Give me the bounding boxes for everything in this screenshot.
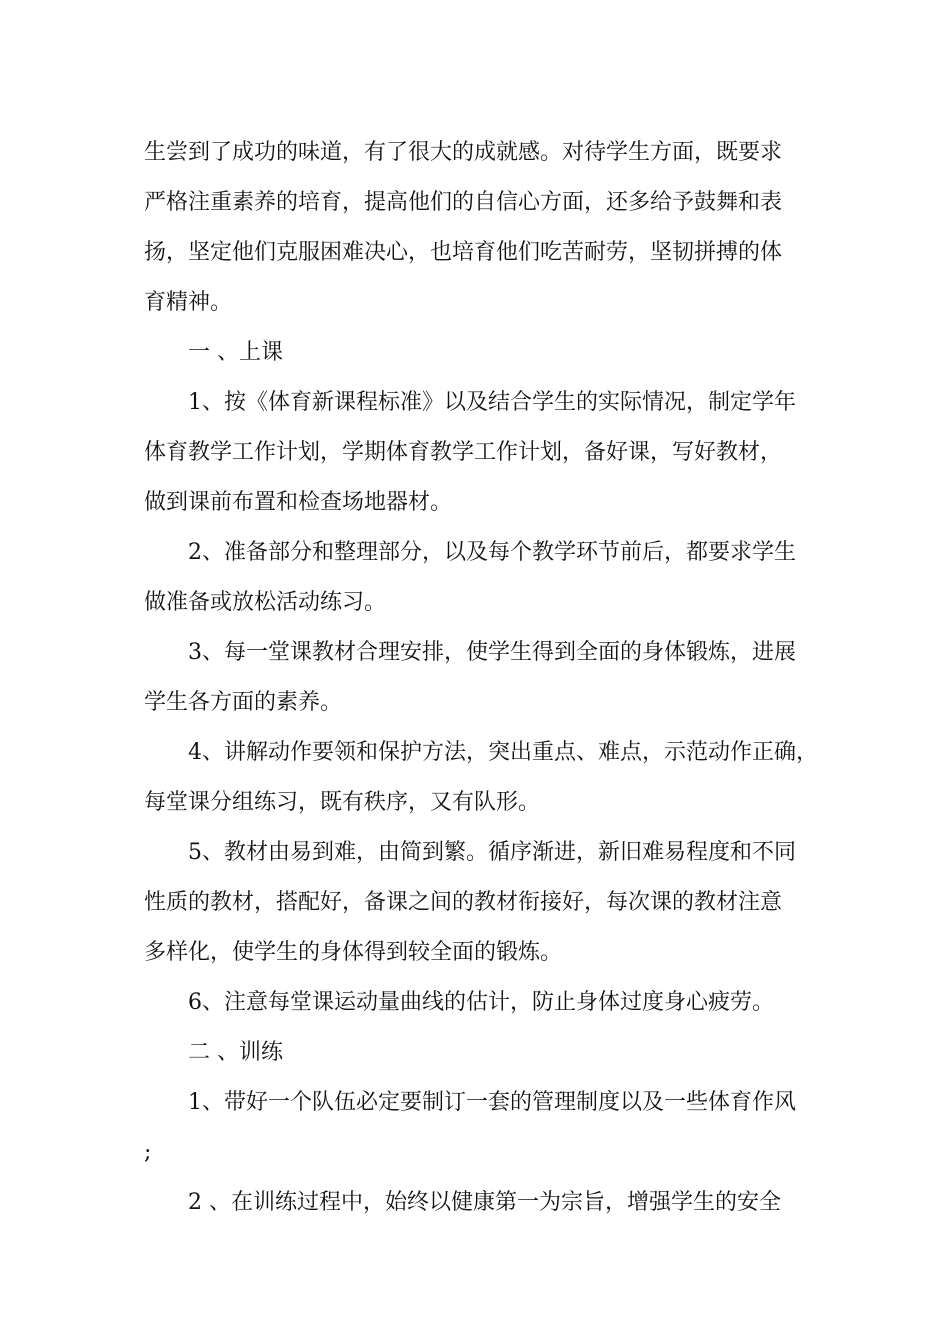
text-line: 做到课前布置和检查场地器材。 <box>144 490 453 515</box>
section-heading-class: 一 、上课 <box>188 340 283 365</box>
text-line: 严格注重素养的培育，提高他们的自信心方面，还多给予鼓舞和表 <box>144 190 783 215</box>
text-line: 学生各方面的素养。 <box>144 690 343 715</box>
text-line: 育精神。 <box>144 290 233 315</box>
text-line: 体育教学工作计划，学期体育教学工作计划，备好课，写好教材， <box>144 440 783 465</box>
document-body <box>144 128 818 1228</box>
text-line: 5、教材由易到难，由简到繁。循序渐进，新旧难易程度和不同 <box>188 840 796 865</box>
text-line: ; <box>144 1140 152 1165</box>
text-line: 多样化，使学生的身体得到较全面的锻炼。 <box>144 940 563 965</box>
text-line: 4、讲解动作要领和保护方法，突出重点、难点，示范动作正确， <box>188 740 818 765</box>
text-line: 3、每一堂课教材合理安排，使学生得到全面的身体锻炼，进展 <box>188 640 796 665</box>
section-heading-training: 二 、训练 <box>188 1040 283 1065</box>
text-line: 1、带好一个队伍必定要制订一套的管理制度以及一些体育作风 <box>188 1090 796 1115</box>
text-line: 2 、在训练过程中，始终以健康第一为宗旨，增强学生的安全 <box>188 1190 781 1215</box>
text-line: 2、准备部分和整理部分，以及每个教学环节前后，都要求学生 <box>188 540 796 565</box>
text-line: 每堂课分组练习，既有秩序，又有队形。 <box>144 790 541 815</box>
text-line: 性质的教材，搭配好，备课之间的教材衔接好，每次课的教材注意 <box>144 890 783 915</box>
text-line: 生尝到了成功的味道，有了很大的成就感。对待学生方面，既要求 <box>144 140 783 165</box>
text-line: 做准备或放松活动练习。 <box>144 590 387 615</box>
text-line: 6、注意每堂课运动量曲线的估计，防止身体过度身心疲劳。 <box>188 990 774 1015</box>
text-line: 扬，坚定他们克服困难决心，也培育他们吃苦耐劳，坚韧拼搏的体 <box>144 240 783 265</box>
text-line: 1、按《体育新课程标准》以及结合学生的实际情况，制定学年 <box>188 390 796 415</box>
